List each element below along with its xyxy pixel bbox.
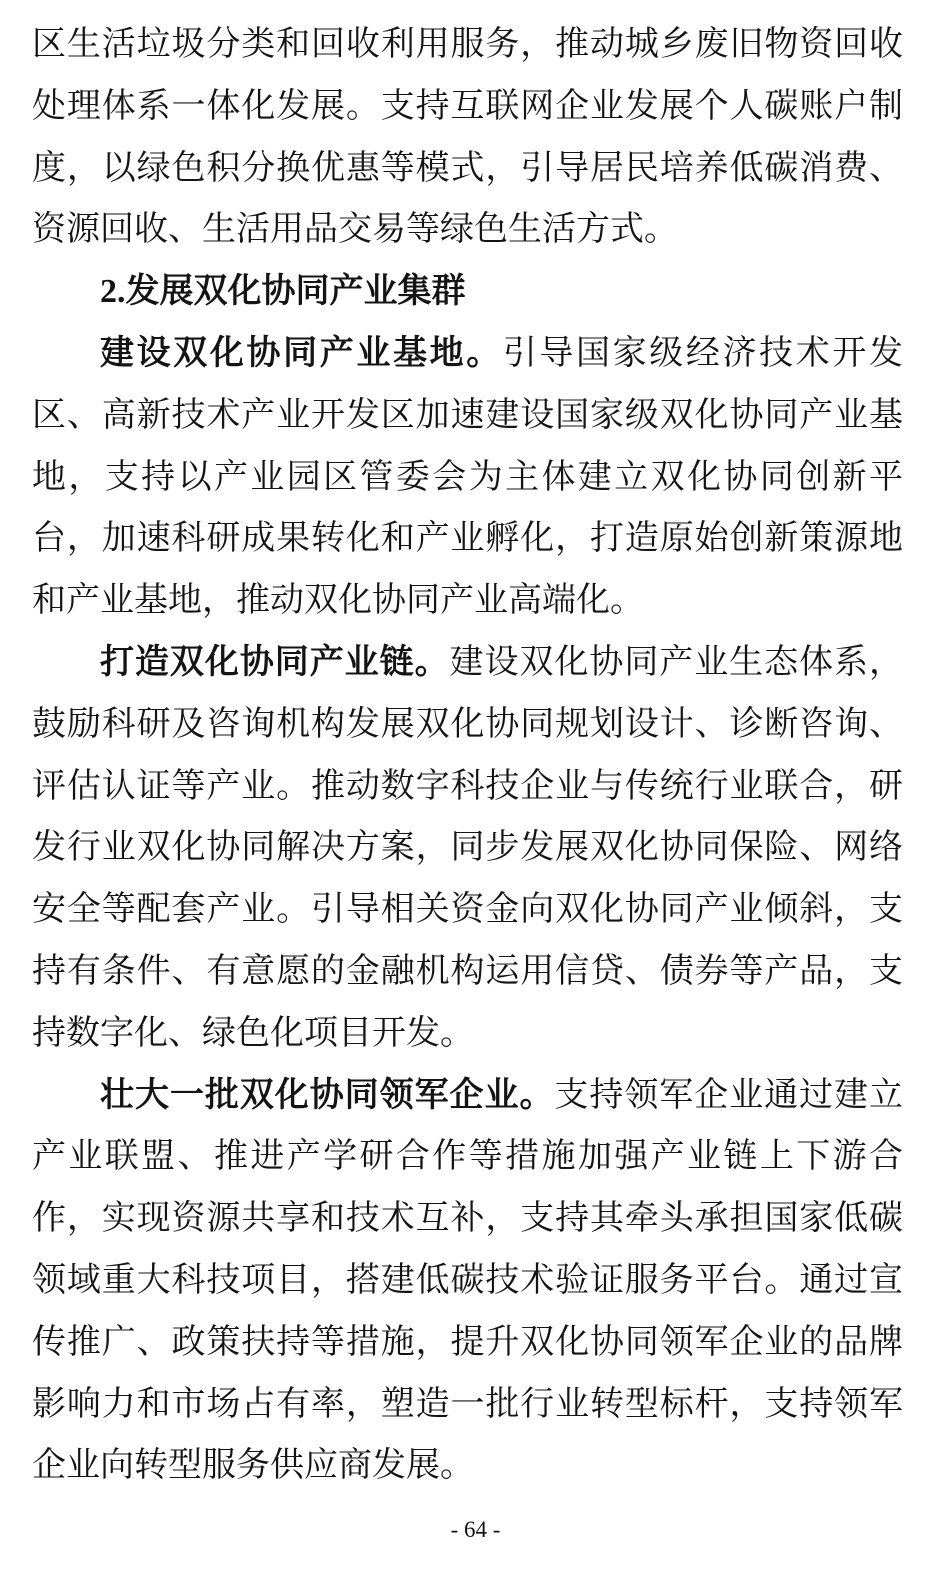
lead-text: 2.发展双化协同产业集群 [100,273,466,311]
paragraph [32,1065,903,1498]
section-heading [32,261,903,323]
paragraph [32,632,903,1065]
body-text: 建设双化协同产业生态体系，鼓励科研及咨询机构发展双化协同规划设计、诊断咨询、评估认证等产业。推动数字科技企业与传统行业联合，研发行业双化协同解决方案，同步发展双化协同保险、网络安全等配套产业。引导相关资金向双化协同产业倾斜，支持有条件、有意愿的金融机构运用信贷、债券等产品，支持数字化、绿色化项目开发。 [32,643,904,1052]
page-number: - 64 - [450,1517,501,1542]
paragraph [32,14,903,261]
lead-text: 壮大一批双化协同领军企业。 [100,1076,555,1114]
body-text: 区生活垃圾分类和回收利用服务，推动城乡废旧物资回收处理体系一体化发展。支持互联网企业发展个人碳账户制度，以绿色积分换优惠等模式，引导居民培养低碳消费、资源回收、生活用品交易等绿色生活方式。 [32,26,903,249]
body-text: 引导国家级经济技术开发区、高新技术产业开发区加速建设国家级双化协同产业基地，支持以产业园区管委会为主体建立双化协同创新平台，加速科研成果转化和产业孵化，打造原始创新策源地和产业基地，推动双化协同产业高端化。 [32,334,904,620]
body-text: 支持领军企业通过建立产业联盟、推进产学研合作等措施加强产业链上下游合作，实现资源共享和技术互补，支持其牵头承担国家低碳领域重大科技项目，搭建低碳技术验证服务平台。通过宣传推广、政策扶持等措施，提升双化协同领军企业的品牌影响力和市场占有率，塑造一批行业转型标杆，支持领军企业向转型服务供应商发展。 [32,1076,904,1485]
lead-text: 建设双化协同产业基地。 [100,334,503,372]
paragraph [32,323,903,632]
lead-text: 打造双化协同产业链。 [100,643,450,681]
